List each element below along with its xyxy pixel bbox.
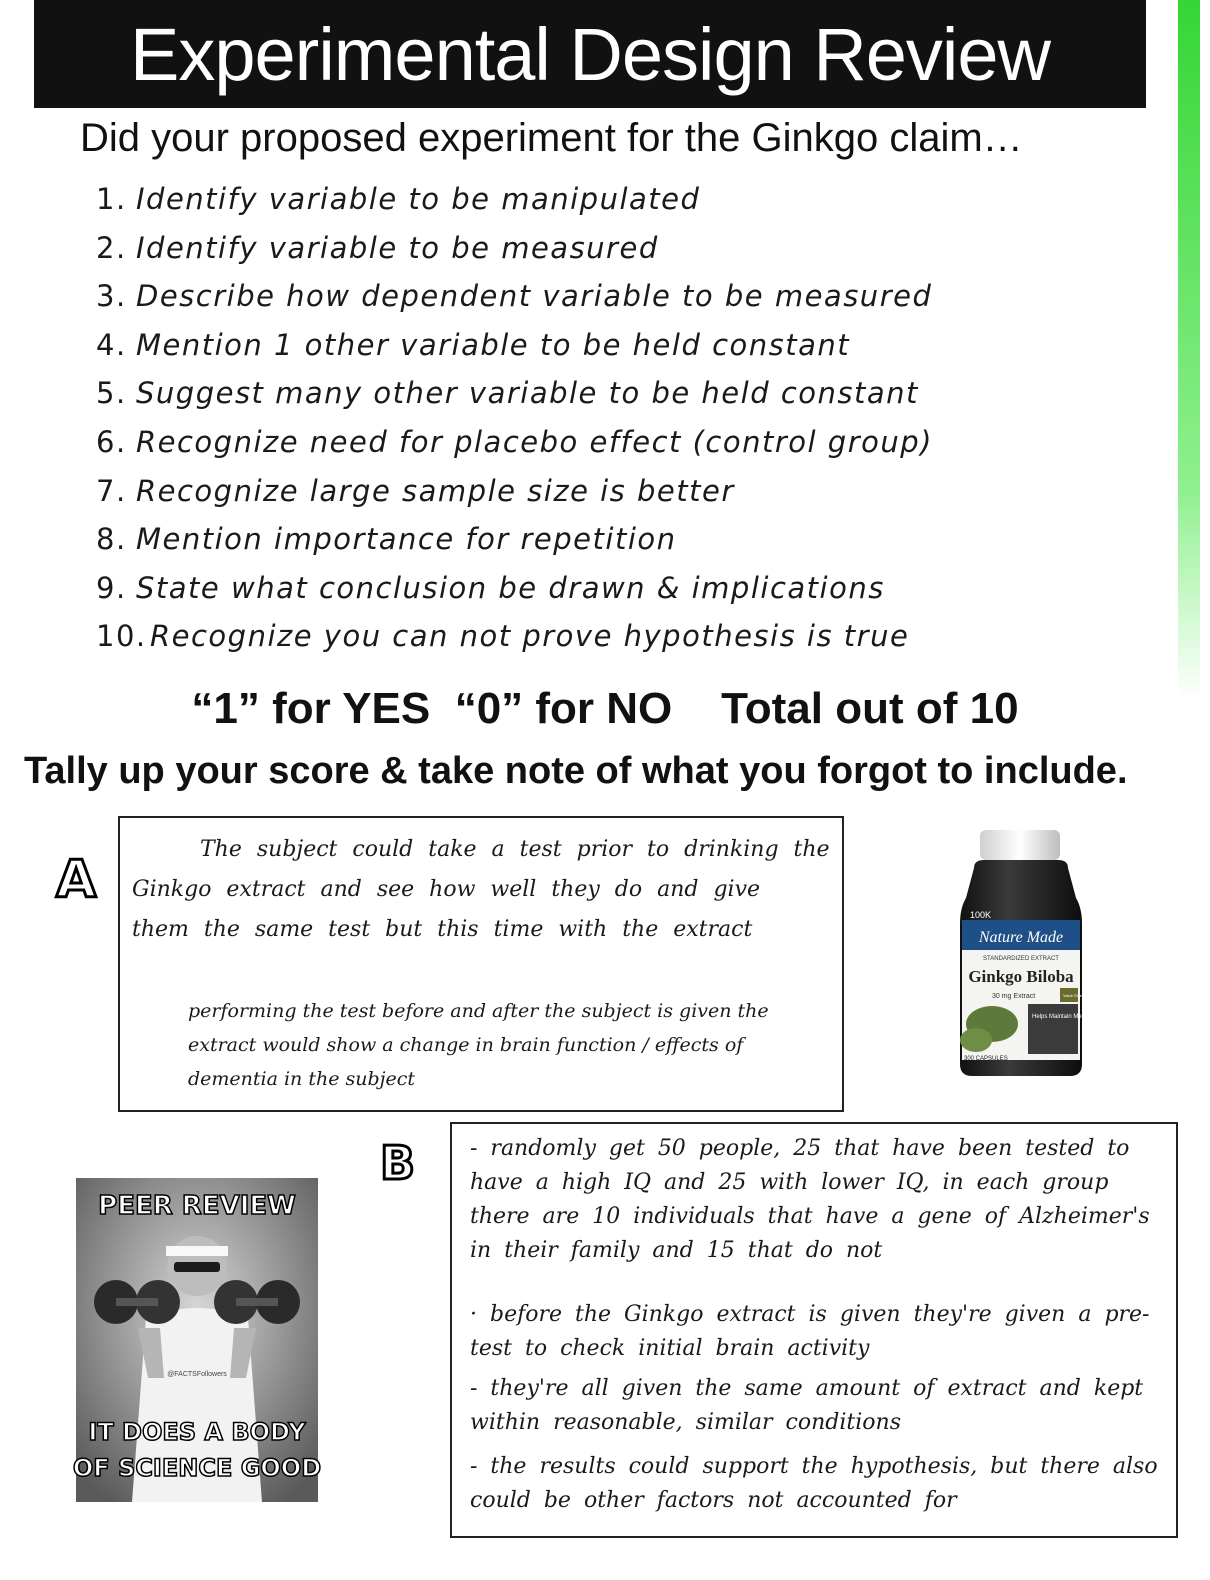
item-text: Mention 1 other variable to be held constant: [136, 327, 851, 362]
checklist-item: [96, 571, 933, 620]
item-text: Describe how dependent variable to be measured: [136, 279, 933, 314]
item-number: 3.: [96, 279, 127, 314]
item-text: Suggest many other variable to be held constant: [136, 376, 919, 411]
item-number: 9.: [96, 570, 127, 605]
bottle-brand: Nature Made: [978, 929, 1064, 946]
poster-bottom-text: IT DOES A BODY: [88, 1418, 306, 1446]
tally-instructions: Tally up your score & take note of what you forgot to include.: [24, 750, 1128, 792]
checklist-item: [96, 231, 933, 280]
checklist-item: [96, 376, 933, 425]
item-text: Recognize large sample size is better: [136, 473, 735, 508]
answer-b-point: · before the Ginkgo extract is given they're given a pre-test to check initial brain activity: [470, 1302, 1150, 1361]
item-text: Recognize need for placebo effect (control group): [136, 424, 933, 459]
bottle-product: Ginkgo Biloba: [968, 967, 1074, 986]
checklist: [96, 182, 933, 668]
answer-a-paragraph: performing the test before and after the subject is given the extract would show a change in brain function / effects of dementia in the subject: [188, 1000, 769, 1090]
answer-b-box: [450, 1122, 1178, 1538]
item-number: 8.: [96, 522, 127, 557]
item-number: 7.: [96, 473, 127, 508]
checklist-item: [96, 425, 933, 474]
title-bar: [34, 0, 1146, 108]
item-text: Identify variable to be manipulated: [136, 182, 701, 216]
checklist-item: [96, 619, 933, 668]
checklist-item: [96, 328, 933, 377]
bottle-top-label: 100K: [970, 910, 992, 920]
bottle-cap: [980, 830, 1060, 860]
headband: [166, 1246, 228, 1256]
green-page-edge: [1178, 0, 1200, 700]
item-number: 4.: [96, 327, 127, 362]
bottle-badge-text: Value Size: [1063, 993, 1082, 998]
item-text: State what conclusion be drawn & implications: [136, 570, 885, 605]
answer-a-box: [118, 816, 844, 1112]
item-number: 1.: [96, 182, 127, 216]
item-text: Mention importance for repetition: [136, 522, 677, 557]
glasses: [174, 1262, 220, 1272]
bottle-claim-panel: [1028, 1004, 1078, 1054]
poster-top-text: PEER REVIEW: [98, 1191, 296, 1221]
answer-b-point: - randomly get 50 people, 25 that have been tested to have a high IQ and 25 with lower IQ, in each group there are 10 individuals that have a gene of Alzheimer's in their family and 15 that do not: [470, 1136, 1150, 1263]
answer-b-point: - they're all given the same amount of extract and kept within reasonable, similar conditions: [470, 1376, 1144, 1435]
item-text: Recognize you can not prove hypothesis is true: [150, 619, 910, 654]
poster-bottom-text: OF SCIENCE GOOD: [72, 1454, 322, 1482]
bottle-strength: 30 mg Extract: [992, 993, 1036, 1000]
item-number: 6.: [96, 424, 127, 459]
page-title: Experimental Design Review: [130, 12, 1050, 96]
peer-review-meme-image: [72, 1178, 322, 1502]
answer-a-paragraph: The subject could take a test prior to drinking the Ginkgo extract and see how well they do and give them the same test but this time with the extract: [132, 837, 830, 942]
checklist-question: Did your proposed experiment for the Ginkgo claim…: [80, 116, 1023, 160]
checklist-item: [96, 522, 933, 571]
item-text: Identify variable to be measured: [136, 230, 659, 265]
item-number: 5.: [96, 376, 127, 411]
answer-b-point: - the results could support the hypothesis, but there also could be other factors not accounted for: [470, 1454, 1158, 1513]
scoring-instructions: “1” for YES “0” for NO Total out of 10: [191, 684, 1019, 733]
poster-shirt-text: @FACTSFollowers: [167, 1371, 227, 1378]
item-number: 2.: [96, 230, 127, 265]
answer-a-label: A: [56, 850, 97, 910]
checklist-item: [96, 279, 933, 328]
bottle-count: 300 CAPSULES: [964, 1056, 1008, 1062]
bottle-claim: Helps Maintain Mental Alertness: [1032, 1014, 1118, 1020]
checklist-item: [96, 474, 933, 523]
ginkgo-bottle-image: [952, 828, 1118, 1078]
item-number: 10.: [96, 619, 147, 654]
ginkgo-leaf: [960, 1028, 992, 1052]
bottle-subtitle: STANDARDIZED EXTRACT: [983, 956, 1059, 962]
checklist-item: [96, 182, 933, 231]
answer-b-label: B: [380, 1136, 416, 1190]
